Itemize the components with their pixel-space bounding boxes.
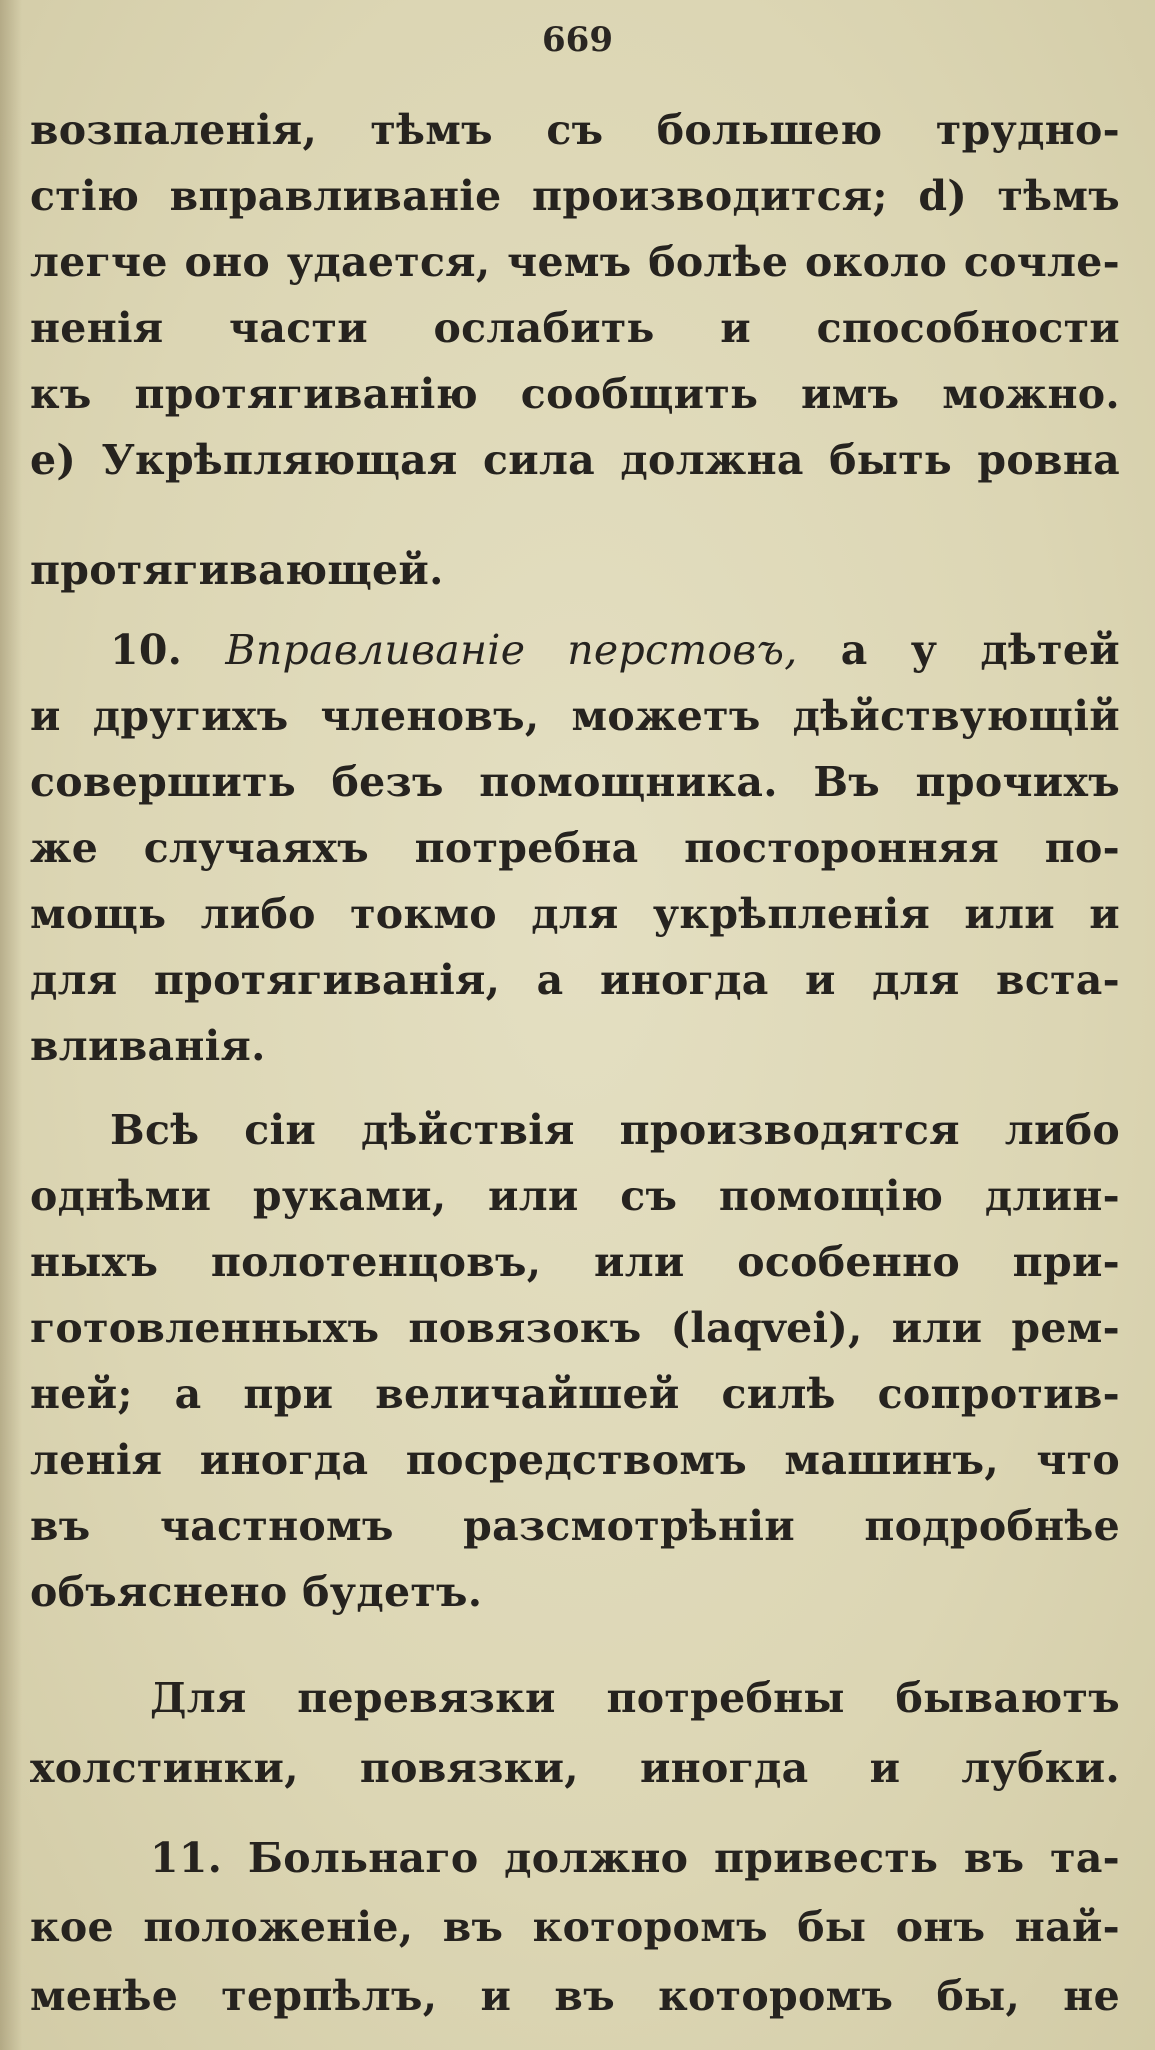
text-line — [30, 1738, 1120, 1798]
text-segment: готовленныхъ повязокъ (laqvei), или рем- — [30, 1304, 1120, 1352]
text-segment: въ частномъ разсмотрѣніи подробнѣе — [30, 1502, 1120, 1550]
text-segment: легче оно удается, чемъ болѣе около сочле- — [30, 238, 1120, 286]
text-segment: ней; а при величайшей силѣ сопротив- — [30, 1370, 1120, 1418]
text-segment: ненія части ослабить и способности — [30, 304, 1120, 352]
text-line — [30, 1897, 1120, 1957]
page-gutter-shadow — [0, 0, 22, 2050]
text-line — [30, 1562, 1120, 1622]
text-segment: стію вправливаніе производится; d) тѣмъ — [30, 172, 1120, 220]
text-line — [150, 1828, 1120, 1888]
text-segment: Для перевязки потребны бываютъ — [150, 1674, 1120, 1722]
text-segment: мощь либо токмо для укрѣпленія или и — [30, 890, 1120, 938]
text-line — [30, 884, 1120, 944]
text-segment: холстинки, повязки, иногда и лубки. — [30, 1744, 1120, 1792]
text-line — [30, 950, 1120, 1010]
text-segment: е) Укрѣпляющая сила должна быть ровна — [30, 436, 1120, 484]
text-segment: однѣми руками, или съ помощію длин- — [30, 1172, 1120, 1220]
text-line — [30, 752, 1120, 812]
text-segment: для протягиванія, а иногда и для вста- — [30, 956, 1120, 1004]
text-segment: же случаяхъ потребна посторонняя по- — [30, 824, 1120, 872]
text-line — [30, 232, 1120, 292]
text-line — [30, 100, 1120, 160]
text-segment: а у дѣтей — [797, 626, 1120, 674]
text-line — [30, 1496, 1120, 1556]
text-segment: вливанія. — [30, 1022, 266, 1070]
text-line — [30, 1016, 1120, 1076]
text-segment: объяснено будетъ. — [30, 1568, 483, 1616]
text-line — [30, 686, 1120, 746]
text-segment: ныхъ полотенцовъ, или особенно при- — [30, 1238, 1120, 1286]
text-segment: ленія иногда посредствомъ машинъ, что — [30, 1436, 1120, 1484]
text-line — [30, 1166, 1120, 1226]
text-segment: къ протягиванію сообщить имъ можно. — [30, 370, 1120, 418]
italic-text-segment: Вправливаніе перстовъ, — [225, 626, 798, 674]
text-line — [110, 1100, 1120, 1160]
text-line — [30, 1298, 1120, 1358]
text-line — [30, 1966, 1120, 2026]
text-line — [30, 364, 1120, 424]
text-line — [30, 166, 1120, 226]
text-segment: менѣе терпѣлъ, и въ которомъ бы, не — [30, 1972, 1120, 2020]
text-segment: и другихъ членовъ, можетъ дѣйствующій — [30, 692, 1120, 740]
text-segment: протягивающей. — [30, 546, 444, 594]
text-line — [150, 1668, 1120, 1728]
text-line — [30, 1364, 1120, 1424]
text-line — [30, 298, 1120, 358]
text-line — [30, 818, 1120, 878]
text-segment: совершить безъ помощника. Въ прочихъ — [30, 758, 1120, 806]
text-segment: кое положеніе, въ которомъ бы онъ най- — [30, 1903, 1120, 1951]
text-line — [30, 540, 1120, 600]
text-segment: 11. Больнаго должно привесть въ та- — [150, 1834, 1120, 1882]
text-segment: Всѣ сіи дѣйствія производятся либо — [110, 1106, 1120, 1154]
page-number: 669 — [542, 20, 613, 60]
text-segment: возпаленія, тѣмъ съ большею трудно- — [30, 106, 1120, 154]
text-segment: 10. — [110, 626, 226, 674]
text-line — [30, 1430, 1120, 1490]
text-line — [110, 620, 1120, 680]
text-line — [30, 1232, 1120, 1292]
text-line — [30, 430, 1120, 490]
